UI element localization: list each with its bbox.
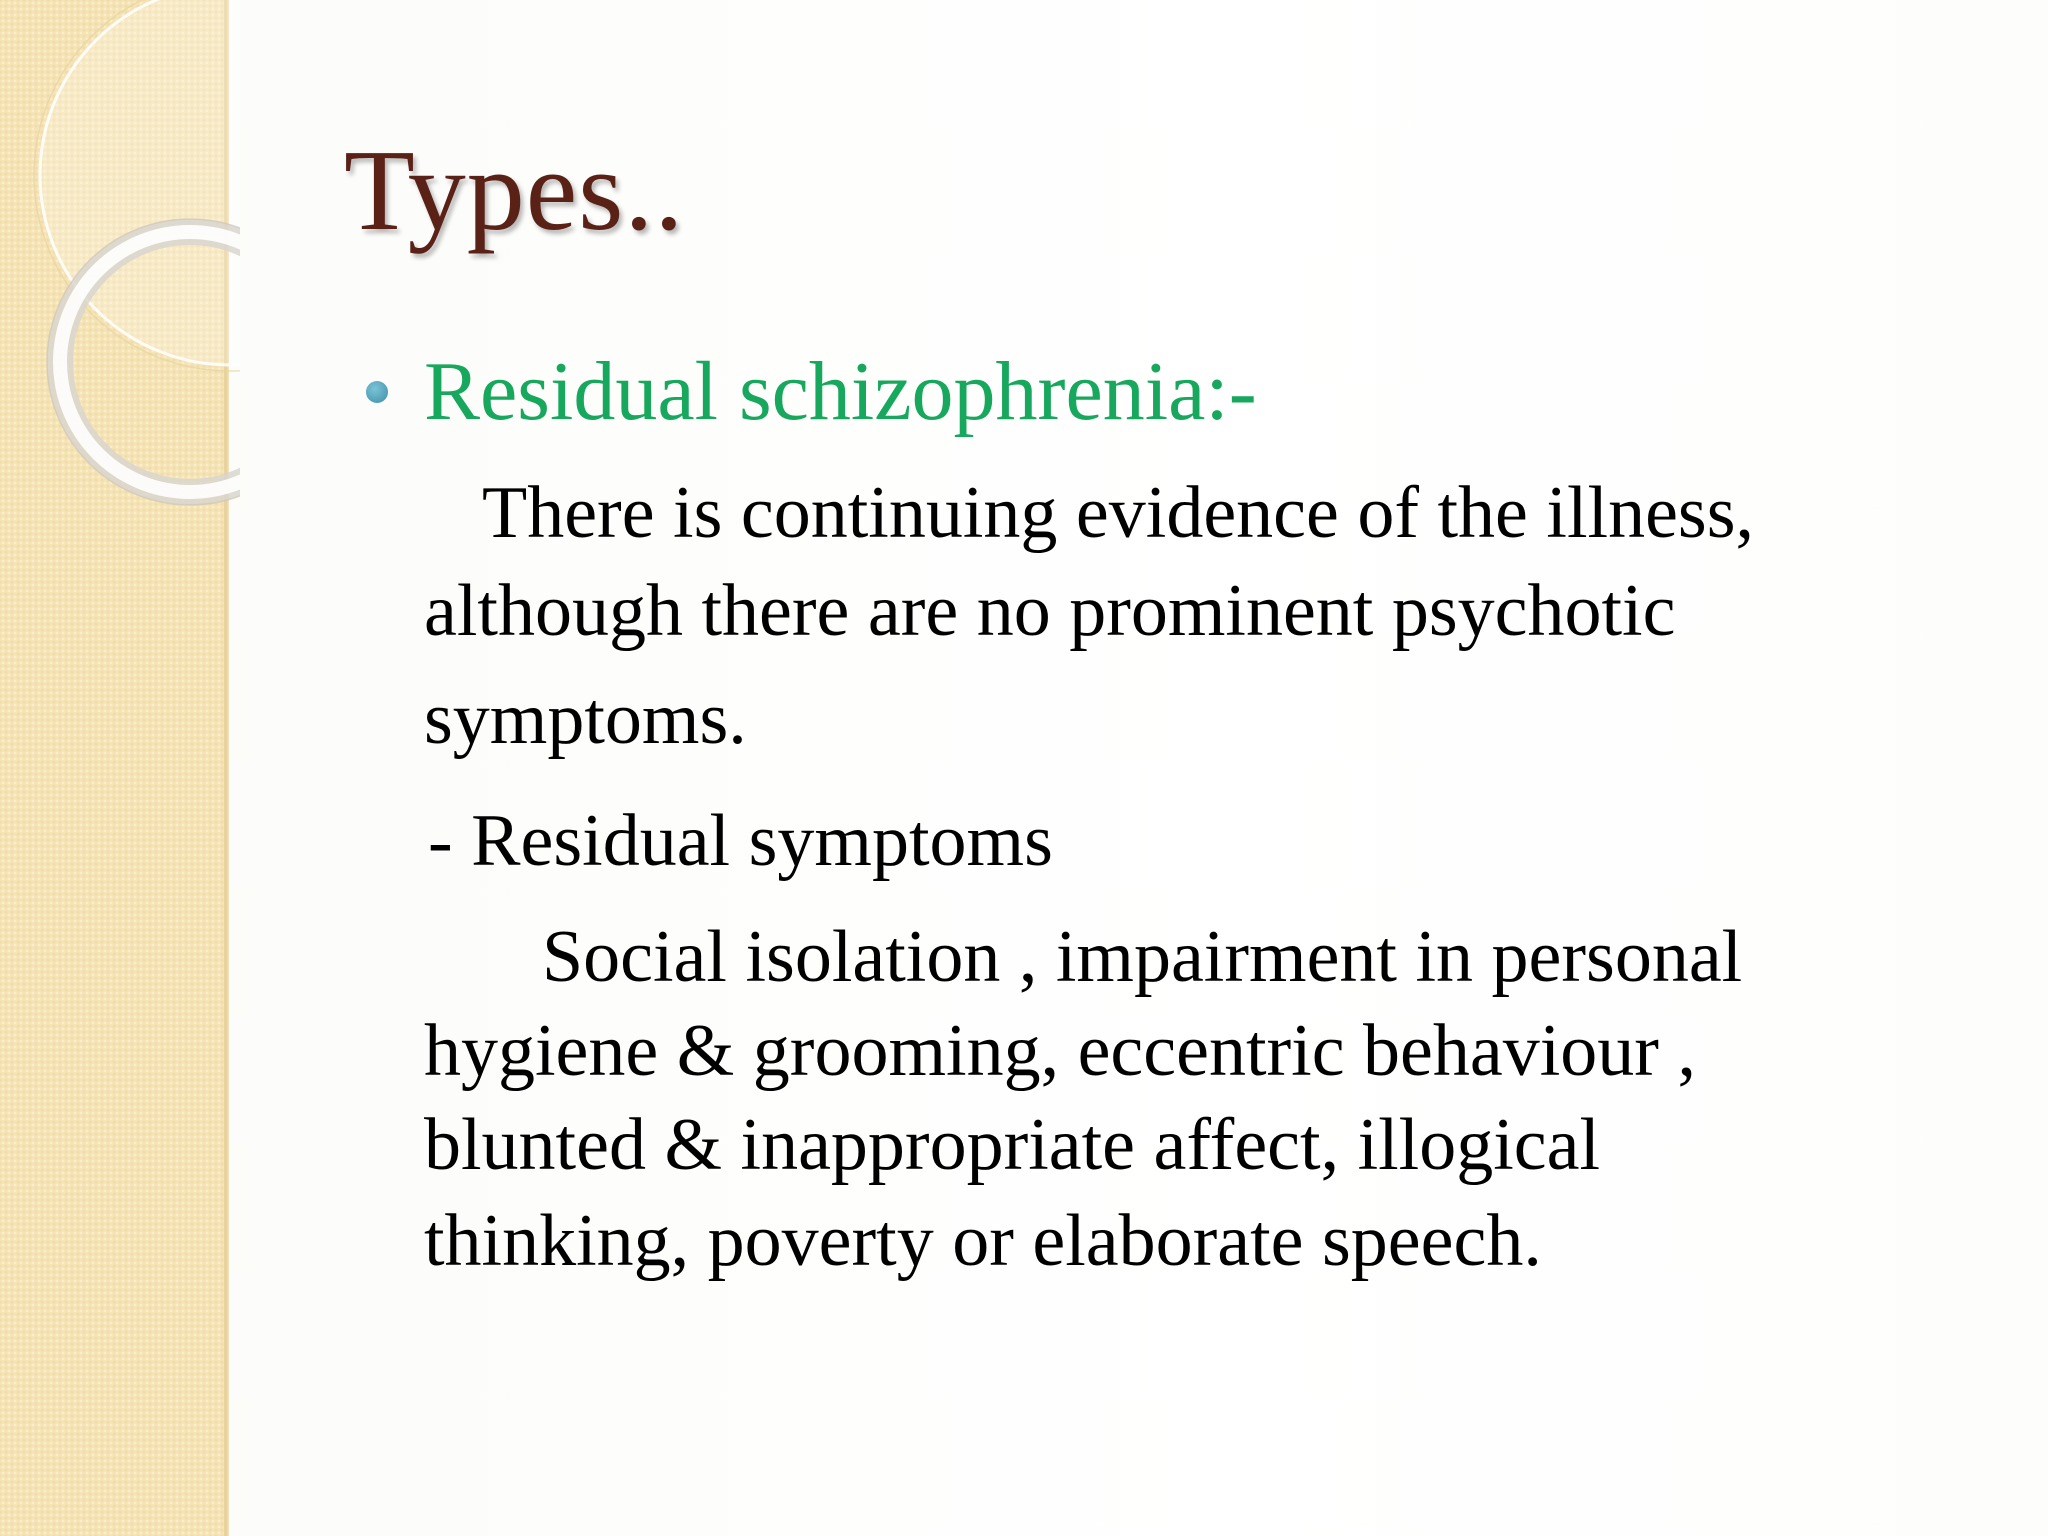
paragraph1-line3: symptoms. (424, 678, 747, 760)
paragraph2-line1: Social isolation , impairment in personal (542, 916, 1743, 998)
paragraph1-line1: There is continuing evidence of the illness, (482, 472, 1755, 554)
paragraph1-line2: although there are no prominent psychotic (424, 570, 1676, 652)
bullet-dot-icon (366, 381, 388, 403)
paragraph2-line4: thinking, poverty or elaborate speech. (424, 1200, 1542, 1282)
subheading-residual-symptoms: - Residual symptoms (428, 800, 1053, 882)
paragraph2-line3: blunted & inappropriate affect, illogical (424, 1104, 1601, 1186)
decorative-rings (0, 0, 240, 520)
paragraph2-line2: hygiene & grooming, eccentric behaviour , (424, 1010, 1696, 1092)
bullet-heading: Residual schizophrenia:- (424, 345, 1257, 438)
bullet-item (366, 345, 1257, 438)
slide-title: Types.. (344, 127, 685, 255)
